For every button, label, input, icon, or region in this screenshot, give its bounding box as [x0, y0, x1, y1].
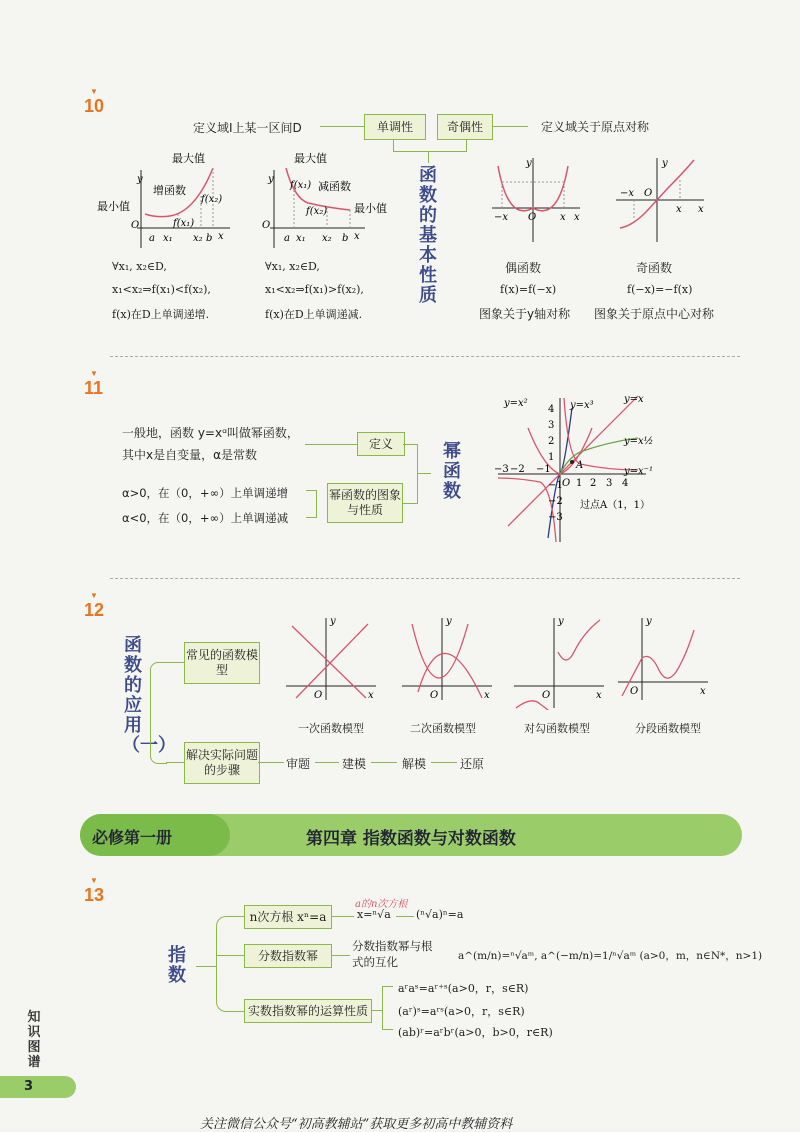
- bracket-line: [306, 490, 317, 518]
- fraction-formula: a^(m/n)=ⁿ√aᵐ, a^(−m/n)=1/ⁿ√aᵐ (a>0，m，n∈N*，n>1): [458, 950, 763, 962]
- dec-line-1: ∀x₁, x₂∈D,: [265, 260, 320, 273]
- connector-line: [431, 762, 457, 763]
- axis-y-label: y: [446, 616, 452, 627]
- connector-line: [332, 955, 350, 956]
- y-tick-label: 4: [548, 404, 555, 415]
- axis-x-label: x: [700, 686, 706, 697]
- connector-line: [315, 762, 339, 763]
- axis-x-label: x: [574, 212, 580, 223]
- axis-y-label: y: [330, 616, 336, 627]
- max-label: 最大值: [172, 152, 205, 165]
- connector-line: [417, 473, 431, 474]
- quadratic-model-graph: [398, 612, 498, 704]
- fx2-label: f(x₂): [306, 206, 328, 217]
- connector-line: [320, 126, 364, 127]
- label-yx: y=x: [624, 394, 644, 405]
- tick-x: x: [560, 212, 566, 223]
- connector-line: [216, 955, 244, 956]
- tick-a: a: [284, 233, 290, 244]
- label-yx3: y=x³: [570, 400, 594, 411]
- tick-x: x: [676, 204, 682, 215]
- fx1-label: f(x₁): [173, 218, 195, 229]
- power-def-2: 其中x是自变量，α是常数: [122, 448, 258, 462]
- bracket-line: [428, 151, 429, 163]
- connector-line: [396, 916, 414, 917]
- monotonicity-box: 单调性: [364, 114, 426, 140]
- x-tick-label: −3: [494, 464, 509, 475]
- even-desc: 图象关于y轴对称: [479, 307, 571, 321]
- inc-line-3: f(x)在D上单调递增.: [112, 308, 210, 321]
- connector-line: [166, 662, 184, 663]
- graph-property-box: 幂函数的图象与性质: [327, 483, 403, 523]
- axis-y-label: y: [268, 174, 274, 185]
- steps-box: 解决实际问题的步骤: [184, 742, 260, 784]
- divider: [110, 356, 740, 357]
- connector-line: [258, 762, 284, 763]
- section-10-title: 函数的基本性质: [419, 165, 437, 306]
- x-tick-label: 1: [576, 478, 583, 489]
- origin-label: O: [562, 478, 571, 489]
- label-yxhalf: y=x½: [624, 436, 654, 447]
- models-box: 常见的函数模型: [184, 642, 260, 684]
- max-label: 最大值: [294, 152, 327, 165]
- section-number-13: ▼ 13: [84, 876, 105, 905]
- tick-b: b: [342, 233, 349, 244]
- step-2: 建模: [342, 757, 367, 771]
- tick-x2: x₂: [322, 233, 332, 244]
- dec-label: 减函数: [318, 180, 351, 193]
- x-tick-label: −1: [536, 464, 551, 475]
- root-formula-2: (ⁿ√a)ⁿ=a: [416, 908, 464, 921]
- nth-root-box: n次方根 xⁿ=a: [244, 905, 332, 929]
- origin-label: O: [630, 686, 639, 697]
- min-label: 最小值: [354, 202, 387, 215]
- divider: [110, 578, 740, 579]
- page-number-tab: [0, 1076, 76, 1098]
- root-formula-1: x=ⁿ√a: [357, 908, 391, 921]
- ops-rule-1: aʳaˢ=aʳ⁺ˢ(a>0，r，s∈R): [398, 982, 529, 995]
- connector-line: [372, 1010, 382, 1011]
- decreasing-function-graph: [250, 148, 390, 253]
- y-tick-label: −3: [548, 512, 563, 523]
- power-def-1: 一般地，函数 y=xᵅ叫做幂函数，: [122, 426, 299, 440]
- tick-x1: x₁: [163, 233, 173, 244]
- label-yx2: y=x²: [504, 398, 528, 409]
- chapter-book: 必修第一册: [92, 828, 173, 847]
- power-function-chart: [488, 388, 668, 546]
- connector-line: [305, 444, 357, 445]
- axis-x-label: x: [354, 231, 360, 242]
- origin-label: O: [314, 690, 323, 701]
- origin-label: O: [131, 220, 140, 231]
- step-4: 还原: [460, 757, 485, 771]
- footer-note: 关注微信公众号“初高教辅站”获取更多初高中教辅资料: [200, 1117, 513, 1132]
- axis-y-label: y: [558, 616, 564, 627]
- axis-x-label: x: [368, 690, 374, 701]
- fraction-exponent-box: 分数指数幂: [244, 944, 332, 968]
- origin-label: O: [528, 212, 537, 223]
- piecewise-model-graph: [614, 612, 714, 704]
- page-number: 3: [24, 1079, 34, 1094]
- axis-y-label: y: [646, 616, 652, 627]
- section-11-title: 幂函数: [443, 441, 461, 502]
- ops-rule-3: (ab)ʳ=aʳbʳ(a>0，b>0，r∈R): [398, 1026, 553, 1039]
- y-tick-label: −1: [548, 480, 563, 491]
- step-1: 审题: [286, 757, 311, 771]
- model-piecewise: 分段函数模型: [635, 722, 701, 735]
- root-note: a的n次方根: [355, 899, 408, 910]
- label-A: A: [576, 460, 584, 471]
- tick-a: a: [149, 233, 155, 244]
- even-formula: f(x)=f(−x): [500, 283, 557, 296]
- label-yxinv: y=x⁻¹: [624, 466, 653, 477]
- section-number-11: ▼ 11: [84, 369, 104, 398]
- x-tick-label: 4: [622, 478, 629, 489]
- odd-function-graph: [612, 152, 712, 247]
- min-label: 最小值: [97, 200, 130, 213]
- x-tick-label: 3: [606, 478, 613, 489]
- y-tick-label: 1: [548, 452, 555, 463]
- definition-box: 定义: [357, 432, 405, 456]
- axis-y-label: y: [526, 158, 532, 169]
- axis-x-label: x: [218, 231, 224, 242]
- connector-line: [492, 126, 528, 127]
- inc-label: 增函数: [153, 184, 186, 197]
- origin-label: O: [542, 690, 551, 701]
- y-tick-label: 3: [548, 420, 555, 431]
- section-number-10: ▼ 10: [84, 87, 105, 116]
- section-number-12: ▼ 12: [84, 591, 105, 620]
- odd-name: 奇函数: [636, 261, 673, 275]
- tick-x1: x₁: [296, 233, 306, 244]
- power-prop-1: α>0，在（0，+∞）上单调递增: [122, 486, 289, 500]
- axis-x-label: x: [484, 690, 490, 701]
- bracket-line: [216, 916, 245, 1012]
- inc-line-1: ∀x₁, x₂∈D,: [112, 260, 167, 273]
- fx1-label: f(x₁): [290, 180, 312, 191]
- bracket-line: [382, 986, 393, 1030]
- connector-line: [371, 762, 397, 763]
- model-linear: 一次函数模型: [298, 722, 364, 735]
- tick-neg-x: −x: [620, 188, 635, 199]
- origin-label: O: [644, 188, 653, 199]
- domain-text: 定义域I上某一区间D: [193, 121, 302, 135]
- chapter-title: 第四章 指数函数与对数函数: [306, 829, 516, 849]
- even-name: 偶函数: [505, 261, 542, 275]
- x-tick-label: 2: [590, 478, 597, 489]
- bracket-line: [150, 662, 167, 764]
- axis-y-label: y: [137, 174, 143, 185]
- increasing-function-graph: [95, 148, 235, 253]
- fx2-label: f(x₂): [201, 194, 223, 205]
- dec-line-2: x₁<x₂⇒f(x₁)>f(x₂),: [265, 283, 364, 296]
- y-tick-label: −2: [548, 496, 563, 507]
- model-hook: 对勾函数模型: [524, 722, 590, 735]
- power-prop-2: α<0，在（0，+∞）上单调递减: [122, 511, 289, 525]
- bracket-line: [393, 139, 467, 152]
- parity-box: 奇偶性: [437, 114, 493, 140]
- section-13-title: 指数: [168, 945, 186, 986]
- tick-neg-x: −x: [494, 212, 509, 223]
- x-tick-label: −2: [510, 464, 525, 475]
- odd-desc: 图象关于原点中心对称: [594, 307, 715, 321]
- odd-formula: f(−x)=−f(x): [627, 283, 693, 296]
- axis-x-label: x: [698, 204, 704, 215]
- connector-line: [332, 916, 354, 917]
- y-tick-label: 2: [548, 436, 555, 447]
- dec-line-3: f(x)在D上单调递减.: [265, 308, 363, 321]
- label-passA: 过点A（1，1）: [580, 500, 650, 511]
- model-quadratic: 二次函数模型: [410, 722, 476, 735]
- chapter-banner: [80, 814, 742, 856]
- side-label: 知识图谱: [27, 1010, 41, 1070]
- bracket-line: [403, 444, 418, 504]
- connector-line: [196, 966, 216, 967]
- axis-y-label: y: [662, 158, 668, 169]
- origin-label: O: [262, 220, 271, 231]
- fraction-desc: 分数指数幂与根式的互化: [352, 939, 433, 969]
- connector-line: [166, 762, 184, 763]
- tick-x2: x₂: [193, 233, 203, 244]
- symmetry-text: 定义域关于原点对称: [541, 120, 650, 134]
- tick-b: b: [206, 233, 213, 244]
- ops-rule-2: (aʳ)ˢ=aʳˢ(a>0，r，s∈R): [398, 1005, 525, 1018]
- section-12-title: 函数的应用（一）: [122, 635, 176, 756]
- origin-label: O: [430, 690, 439, 701]
- axis-x-label: x: [596, 690, 602, 701]
- linear-model-graph: [282, 612, 382, 704]
- inc-line-2: x₁<x₂⇒f(x₁)<f(x₂),: [112, 283, 211, 296]
- step-3: 解模: [402, 757, 427, 771]
- real-exponent-ops-box: 实数指数幂的运算性质: [244, 999, 372, 1023]
- hook-model-graph: [510, 612, 610, 710]
- even-function-graph: [488, 152, 588, 247]
